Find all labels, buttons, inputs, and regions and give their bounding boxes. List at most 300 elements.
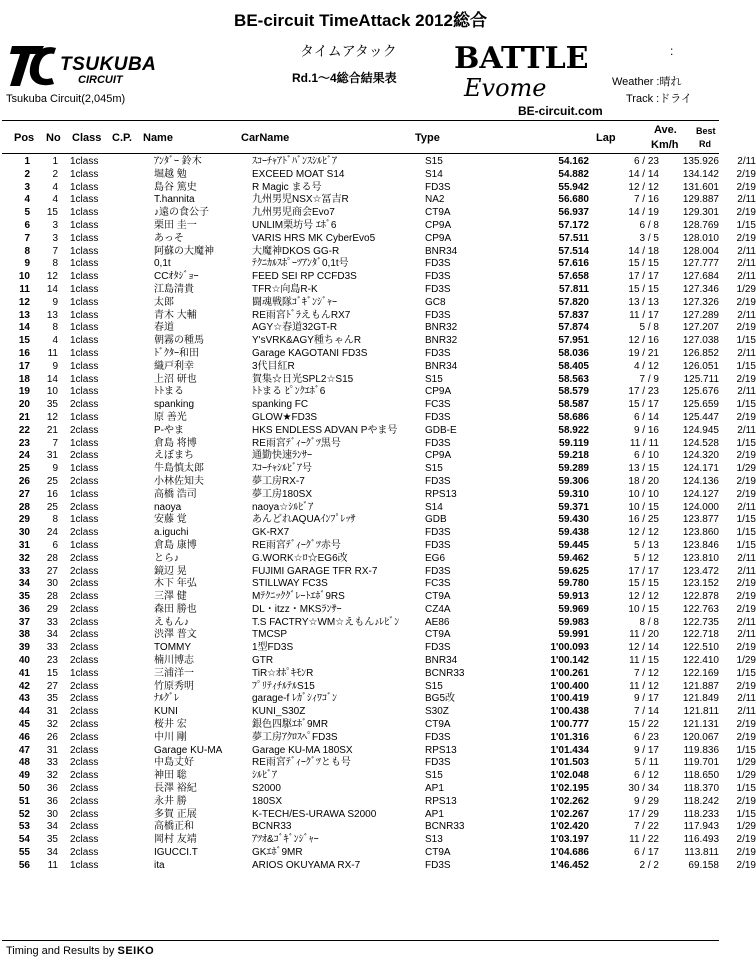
number-cell: 4 <box>52 181 58 193</box>
car-type-cell: FD3S <box>425 539 451 551</box>
pos-cell: 39 <box>18 642 30 654</box>
table-row <box>6 412 756 425</box>
driver-name-cell: 太郎 <box>154 296 174 308</box>
number-cell: 23 <box>46 655 58 667</box>
car-type-cell: FD3S <box>425 347 451 359</box>
number-cell: 8 <box>52 514 58 526</box>
car-type-cell: FD3S <box>425 527 451 539</box>
speed-cell: 127.038 <box>682 335 719 347</box>
speed-cell: 113.811 <box>684 847 719 859</box>
best-round-cell: 2/19 <box>736 232 756 244</box>
lap-cell: 17 / 29 <box>628 808 659 820</box>
speed-cell: 122.510 <box>682 642 719 654</box>
car-name-cell: 180SX <box>252 795 283 807</box>
car-name-cell: 銀色四駆ｴﾎﾞ9MR <box>252 719 329 731</box>
class-cell: 2class <box>70 847 99 859</box>
table-row <box>6 668 756 681</box>
car-name-cell: VARIS HRS MK CyberEvo5 <box>252 232 376 244</box>
class-cell: 2class <box>70 565 99 577</box>
class-cell: 1class <box>70 322 99 334</box>
driver-name-cell: 三浦洋一 <box>154 667 194 679</box>
lap-cell: 14 / 18 <box>628 245 659 257</box>
lap-cell: 2 / 2 <box>639 859 659 871</box>
driver-name-cell: 0,1t <box>154 258 171 270</box>
pos-cell: 26 <box>18 475 30 487</box>
car-name-cell: AGY☆春道32GT-R <box>252 322 338 334</box>
best-round-cell: 2/19 <box>736 642 756 654</box>
best-round-cell: 2/19 <box>736 847 756 859</box>
lap-cell: 5 / 12 <box>633 552 659 564</box>
car-type-cell: S15 <box>425 770 443 782</box>
car-name-cell: garage-f ﾚｶﾞｼｨﾜｺﾞﾝ <box>252 693 338 705</box>
speed-cell: 125.447 <box>682 411 719 423</box>
driver-name-cell: 三澤 健 <box>154 591 187 603</box>
class-cell: 2class <box>70 808 99 820</box>
car-type-cell: CP9A <box>425 232 452 244</box>
pos-cell: 15 <box>18 335 30 347</box>
best-round-cell: 2/19 <box>736 488 756 500</box>
car-name-cell: 賀集☆日光SPL2☆S15 <box>252 373 354 385</box>
lap-cell: 19 / 21 <box>628 347 659 359</box>
best-round-cell: 2/19 <box>736 296 756 308</box>
lap-cell: 9 / 17 <box>633 693 659 705</box>
driver-name-cell: 小林佐知夫 <box>154 475 204 487</box>
best-round-cell: 1/15 <box>736 808 756 820</box>
pos-cell: 28 <box>18 501 30 513</box>
class-cell: 2class <box>70 616 99 628</box>
class-cell: 2class <box>70 757 99 769</box>
best-time-cell: 1'04.686 <box>550 847 589 859</box>
driver-name-cell: 織戸利幸 <box>154 360 194 372</box>
driver-name-cell: 多賀 正展 <box>154 808 197 820</box>
lap-cell: 11 / 17 <box>629 309 659 321</box>
driver-name-cell: 堀越 勉 <box>154 168 187 180</box>
speed-cell: 127.777 <box>682 258 719 270</box>
number-cell: 27 <box>46 680 58 692</box>
driver-name-cell: ｱﾝﾀﾞｰ 鈴木 <box>154 156 202 167</box>
best-round-cell: 1/15 <box>736 399 756 411</box>
driver-name-cell: 中川 剛 <box>154 731 187 743</box>
best-round-cell: 1/29 <box>736 770 756 782</box>
speed-cell: 124.136 <box>682 475 719 487</box>
class-cell: 1class <box>70 156 99 167</box>
best-time-cell: 58.922 <box>558 424 589 436</box>
class-cell: 2class <box>70 795 99 807</box>
pos-cell: 10 <box>18 271 30 283</box>
lap-cell: 3 / 5 <box>639 232 659 244</box>
speed-cell: 122.169 <box>682 667 719 679</box>
class-cell: 2class <box>70 424 99 436</box>
best-round-cell: 2/11 <box>737 616 756 628</box>
best-time-cell: 1'00.438 <box>550 706 589 718</box>
best-time-cell: 1'02.267 <box>550 808 589 820</box>
car-name-cell: あんどれAQUAｲﾝﾌﾟﾚｯｻ <box>252 514 356 526</box>
speed-cell: 128.010 <box>682 232 719 244</box>
table-row <box>6 207 756 220</box>
table-row <box>6 629 756 642</box>
car-name-cell: GK-RX7 <box>252 527 290 539</box>
results-table <box>6 156 756 873</box>
car-name-cell: ARIOS OKUYAMA RX-7 <box>252 859 361 871</box>
best-round-cell: 2/19 <box>736 731 756 743</box>
footer <box>6 945 154 957</box>
table-row <box>6 527 756 540</box>
car-type-cell: RPS13 <box>425 744 457 756</box>
car-type-cell: S30Z <box>425 706 449 718</box>
pos-cell: 27 <box>18 488 30 500</box>
lap-cell: 16 / 25 <box>628 514 659 526</box>
pos-cell: 17 <box>18 360 30 372</box>
class-cell: 2class <box>70 591 99 603</box>
car-type-cell: CP9A <box>425 219 452 231</box>
speed-cell: 126.051 <box>682 360 719 372</box>
driver-name-cell: ﾅﾙｸﾞﾚ <box>154 693 179 705</box>
table-row <box>6 463 756 476</box>
car-type-cell: FD3S <box>425 271 451 283</box>
driver-name-cell: spanking <box>154 399 195 411</box>
pos-cell: 8 <box>24 245 30 257</box>
driver-name-cell: 江島清貴 <box>154 283 194 295</box>
best-time-cell: 54.162 <box>558 156 589 167</box>
seiko-logo: SEIKO <box>117 945 155 957</box>
class-cell: 2class <box>70 603 99 615</box>
number-cell: 35 <box>46 834 58 846</box>
pos-cell: 20 <box>18 399 30 411</box>
car-type-cell: FC3S <box>425 578 451 590</box>
driver-name-cell: 春道 <box>154 322 174 334</box>
number-cell: 8 <box>52 258 58 270</box>
car-type-cell: RPS13 <box>425 488 457 500</box>
number-cell: 33 <box>46 616 58 628</box>
table-row <box>6 745 756 758</box>
lap-cell: 7 / 16 <box>633 194 659 206</box>
car-name-cell: HKS ENDLESS ADVAN Pやま号 <box>252 424 398 436</box>
car-name-cell: ｽｺｰﾁｬｱﾄﾞﾊﾞﾝｽｼﾙﾋﾞｱ <box>252 156 337 167</box>
best-round-cell: 1/29 <box>736 757 756 769</box>
class-cell: 1class <box>70 360 99 372</box>
class-cell: 2class <box>70 655 99 667</box>
speed-cell: 123.472 <box>682 565 719 577</box>
number-cell: 13 <box>46 309 58 321</box>
car-type-cell: S15 <box>425 156 443 167</box>
lap-cell: 5 / 11 <box>634 757 659 769</box>
table-row <box>6 719 756 732</box>
best-time-cell: 55.942 <box>558 181 589 193</box>
pos-cell: 5 <box>24 207 30 219</box>
driver-name-cell: 神田 聡 <box>154 770 187 782</box>
lap-cell: 8 / 8 <box>639 616 659 628</box>
lap-cell: 6 / 12 <box>633 770 659 782</box>
table-row <box>6 438 756 451</box>
best-round-cell: 2/11 <box>737 309 756 321</box>
pos-cell: 29 <box>18 514 30 526</box>
best-time-cell: 58.036 <box>558 347 589 359</box>
driver-name-cell: ita <box>154 859 165 871</box>
best-round-cell: 2/11 <box>737 258 756 270</box>
pos-cell: 42 <box>18 680 30 692</box>
col-rd: Rd <box>699 139 711 149</box>
table-row <box>6 310 756 323</box>
class-cell: 1class <box>70 667 99 679</box>
car-type-cell: FD3S <box>425 258 451 270</box>
table-row <box>6 297 756 310</box>
car-type-cell: AP1 <box>425 783 444 795</box>
speed-cell: 119.836 <box>683 744 719 756</box>
best-round-cell: 1/15 <box>736 539 756 551</box>
table-row <box>6 540 756 553</box>
car-name-cell: ﾃｸﾆｶﾙｽﾎﾟｰﾂｱﾝﾀﾞ0,1t号 <box>252 258 349 270</box>
car-type-cell: BNR34 <box>425 360 458 372</box>
best-time-cell: 1'00.142 <box>550 655 589 667</box>
pos-cell: 35 <box>18 591 30 603</box>
speed-cell: 134.142 <box>682 168 719 180</box>
speed-cell: 118.370 <box>683 783 719 795</box>
pos-cell: 22 <box>18 424 30 436</box>
driver-name-cell: IGUCCI.T <box>154 847 198 859</box>
car-type-cell: S15 <box>425 680 443 692</box>
table-row <box>6 642 756 655</box>
car-type-cell: BNR34 <box>425 655 458 667</box>
number-cell: 12 <box>46 271 58 283</box>
speed-cell: 122.878 <box>682 591 719 603</box>
best-time-cell: 59.625 <box>558 565 589 577</box>
best-time-cell: 57.837 <box>558 309 589 321</box>
best-time-cell: 57.172 <box>558 219 589 231</box>
pos-cell: 55 <box>18 847 30 859</box>
class-cell: 2class <box>70 706 99 718</box>
car-type-cell: CP9A <box>425 386 452 398</box>
col-kmh: Km/h <box>651 139 679 151</box>
pos-cell: 24 <box>18 450 30 462</box>
number-cell: 6 <box>52 539 58 551</box>
lap-cell: 6 / 14 <box>633 411 659 423</box>
svg-text:Evome: Evome <box>464 74 547 102</box>
col-carname: CarName <box>241 132 290 144</box>
class-cell: 2class <box>70 501 99 513</box>
number-cell: 34 <box>46 629 58 641</box>
car-name-cell: Mﾃｸﾆｯｸｸﾞﾚｰﾄｴﾎﾞ9RS <box>252 591 345 603</box>
car-type-cell: FD3S <box>425 309 451 321</box>
car-type-cell: FD3S <box>425 859 451 871</box>
number-cell: 34 <box>46 821 58 833</box>
driver-name-cell: 岡村 友靖 <box>154 834 197 846</box>
driver-name-cell: 島谷 篤史 <box>154 181 197 193</box>
speed-cell: 118.242 <box>683 795 719 807</box>
lap-cell: 13 / 13 <box>628 296 659 308</box>
driver-name-cell: 中島丈好 <box>154 757 194 769</box>
lap-cell: 30 / 34 <box>628 783 659 795</box>
results-subtitle: Rd.1～4総合結果表 <box>292 71 397 85</box>
class-cell: 1class <box>70 437 99 449</box>
number-cell: 15 <box>46 207 58 219</box>
lap-cell: 7 / 12 <box>633 667 659 679</box>
table-row <box>6 553 756 566</box>
class-cell: 1class <box>70 258 99 270</box>
class-cell: 2class <box>70 629 99 641</box>
col-lap: Lap <box>596 132 616 144</box>
car-name-cell: GTR <box>252 655 274 667</box>
lap-cell: 15 / 15 <box>628 578 659 590</box>
pos-cell: 25 <box>18 463 30 475</box>
table-row <box>6 476 756 489</box>
best-time-cell: 59.119 <box>558 437 589 449</box>
class-cell: 2class <box>70 770 99 782</box>
car-name-cell: KUNI_S30Z <box>252 706 306 718</box>
lap-cell: 7 / 22 <box>633 821 659 833</box>
class-cell: 1class <box>70 539 99 551</box>
speed-cell: 127.207 <box>682 322 719 334</box>
speed-cell: 124.127 <box>682 488 719 500</box>
table-row <box>6 258 756 271</box>
best-time-cell: 1'01.503 <box>550 757 589 769</box>
lap-cell: 6 / 17 <box>633 847 659 859</box>
pos-cell: 45 <box>18 719 30 731</box>
class-cell: 2class <box>70 731 99 743</box>
lap-cell: 5 / 8 <box>639 322 659 334</box>
car-type-cell: BNR32 <box>425 322 458 334</box>
best-time-cell: 57.514 <box>558 245 589 257</box>
class-cell: 1class <box>70 219 99 231</box>
speed-cell: 127.346 <box>682 283 719 295</box>
table-row <box>6 450 756 463</box>
driver-name-cell: 高橋正和 <box>154 821 194 833</box>
speed-cell: 123.810 <box>682 552 719 564</box>
best-time-cell: 59.438 <box>558 527 589 539</box>
driver-name-cell: 上沼 研也 <box>154 373 197 385</box>
table-row <box>6 220 756 233</box>
table-row <box>6 809 756 822</box>
car-name-cell: ﾄﾄまる ﾋﾟﾝｸｴﾎﾞ6 <box>252 386 326 398</box>
pos-cell: 14 <box>18 322 30 334</box>
number-cell: 27 <box>46 565 58 577</box>
lap-cell: 12 / 12 <box>628 181 659 193</box>
class-cell: 1class <box>70 347 99 359</box>
best-time-cell: 1'00.261 <box>550 667 589 679</box>
car-name-cell: BCNR33 <box>252 821 292 833</box>
car-name-cell: 夢工房RX-7 <box>252 475 305 487</box>
pos-cell: 31 <box>18 539 30 551</box>
speed-cell: 124.320 <box>682 450 719 462</box>
best-time-cell: 1'00.777 <box>550 719 589 731</box>
speed-cell: 124.171 <box>682 463 719 475</box>
best-round-cell: 2/19 <box>736 207 756 219</box>
number-cell: 14 <box>46 283 58 295</box>
speed-cell: 124.528 <box>682 437 719 449</box>
lap-cell: 11 / 15 <box>629 655 659 667</box>
table-row <box>6 591 756 604</box>
pos-cell: 21 <box>18 411 30 423</box>
lap-cell: 11 / 11 <box>629 437 659 449</box>
best-time-cell: 58.405 <box>558 360 589 372</box>
lap-cell: 17 / 17 <box>628 565 659 577</box>
speed-cell: 118.233 <box>683 808 719 820</box>
car-type-cell: AE86 <box>425 616 450 628</box>
col-ave: Ave. <box>654 124 677 136</box>
best-round-cell: 2/19 <box>736 795 756 807</box>
car-type-cell: BG5改 <box>425 693 456 705</box>
best-time-cell: 59.310 <box>558 488 589 500</box>
driver-name-cell: 原 善光 <box>154 411 187 423</box>
number-cell: 30 <box>46 808 58 820</box>
driver-name-cell: 桜井 宏 <box>154 719 187 731</box>
header-colon: : <box>670 44 674 58</box>
class-cell: 2class <box>70 399 99 411</box>
table-row <box>6 860 756 873</box>
car-type-cell: BNR34 <box>425 245 458 257</box>
number-cell: 3 <box>52 219 58 231</box>
best-round-cell: 1/15 <box>736 360 756 372</box>
pos-cell: 53 <box>18 821 30 833</box>
best-time-cell: 59.913 <box>558 591 589 603</box>
car-type-cell: FD3S <box>425 757 451 769</box>
best-time-cell: 1'00.400 <box>550 680 589 692</box>
table-row <box>6 169 756 182</box>
best-round-cell: 1/29 <box>736 821 756 833</box>
best-round-cell: 2/19 <box>736 859 756 871</box>
car-name-cell: 夢工房ｱｸﾛｽﾍﾟFD3S <box>252 731 338 743</box>
lap-cell: 5 / 13 <box>633 539 659 551</box>
lap-cell: 13 / 15 <box>628 463 659 475</box>
class-cell: 1class <box>70 283 99 295</box>
car-type-cell: EG6 <box>425 552 446 564</box>
best-round-cell: 1/15 <box>736 744 756 756</box>
pos-cell: 12 <box>18 296 30 308</box>
best-time-cell: 59.430 <box>558 514 589 526</box>
pos-cell: 32 <box>18 552 30 564</box>
table-row <box>6 502 756 515</box>
best-time-cell: 58.563 <box>558 373 589 385</box>
number-cell: 25 <box>46 475 58 487</box>
class-cell: 1class <box>70 463 99 475</box>
best-time-cell: 1'02.048 <box>550 770 589 782</box>
car-name-cell: UNLIM栗坊号 ｴﾎﾞ6 <box>252 219 337 231</box>
lap-cell: 15 / 17 <box>628 399 659 411</box>
best-round-cell: 2/19 <box>736 168 756 180</box>
class-cell: 2class <box>70 527 99 539</box>
driver-name-cell: 阿蘇の大魔神 <box>154 245 214 257</box>
number-cell: 31 <box>46 450 58 462</box>
table-row <box>6 489 756 502</box>
class-cell: 2class <box>70 450 99 462</box>
car-type-cell: FD3S <box>425 475 451 487</box>
car-name-cell: 3代目紅R <box>252 360 295 372</box>
table-row <box>6 757 756 770</box>
best-time-cell: 59.445 <box>558 539 589 551</box>
table-row <box>6 348 756 361</box>
best-time-cell: 57.951 <box>558 335 589 347</box>
lap-cell: 12 / 12 <box>628 527 659 539</box>
best-time-cell: 1'02.420 <box>550 821 589 833</box>
table-row <box>6 655 756 668</box>
number-cell: 35 <box>46 693 58 705</box>
number-cell: 33 <box>46 642 58 654</box>
car-type-cell: S14 <box>425 501 443 513</box>
driver-name-cell: Garage KU-MA <box>154 744 223 756</box>
best-round-cell: 2/11 <box>737 629 756 641</box>
driver-name-cell: 青木 大輔 <box>154 309 197 321</box>
number-cell: 11 <box>47 859 58 871</box>
driver-name-cell: 竹原秀明 <box>154 680 194 692</box>
lap-cell: 11 / 12 <box>629 680 659 692</box>
driver-name-cell: 牛島慎太郎 <box>154 463 204 475</box>
number-cell: 33 <box>46 757 58 769</box>
tc-logo-icon <box>8 42 60 90</box>
pos-cell: 2 <box>24 168 30 180</box>
number-cell: 31 <box>46 706 58 718</box>
best-round-cell: 2/11 <box>737 706 756 718</box>
best-time-cell: 1'03.197 <box>550 834 589 846</box>
driver-name-cell: KUNI <box>154 706 178 718</box>
